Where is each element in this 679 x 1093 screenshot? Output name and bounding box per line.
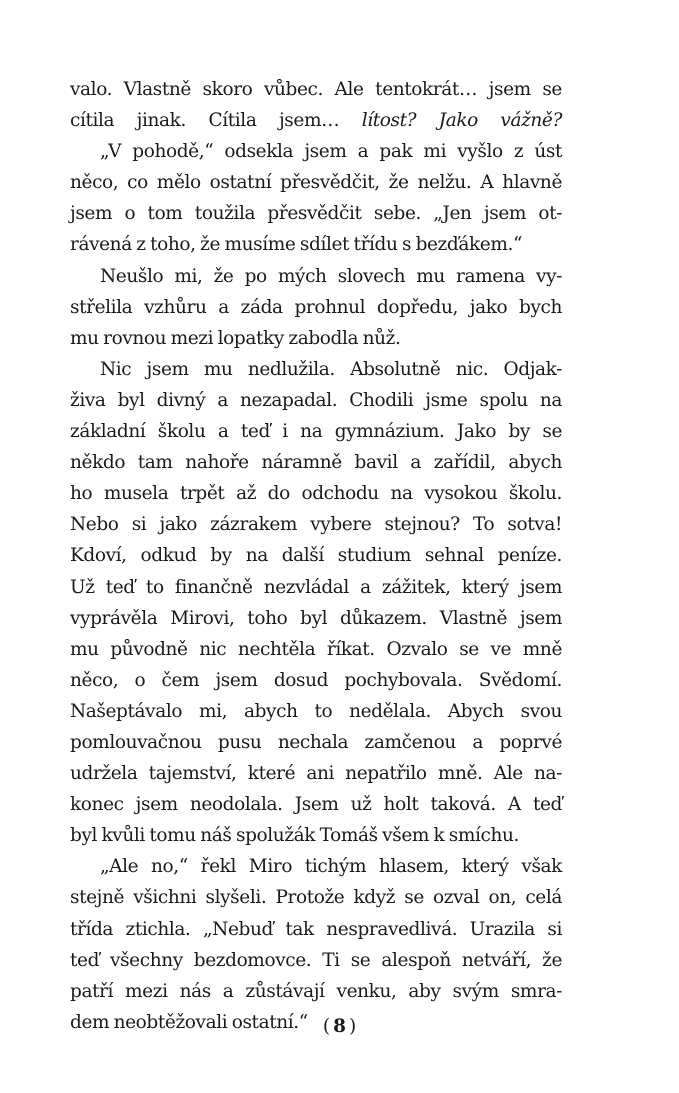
text-line: základní školu a teď i na gymnázium. Jako by se bbox=[70, 421, 562, 443]
text-line: rávená z toho, že musíme sdílet třídu s bezďákem.“ bbox=[70, 234, 523, 256]
text-line: Našeptávalo mi, abych to nedělala. Abych svou bbox=[70, 700, 562, 722]
text-line: mu původně nic nechtěla říkat. Ozvalo se ve mně bbox=[70, 638, 562, 660]
page-number bbox=[0, 1016, 679, 1037]
text-line: střelila vzhůru a záda prohnul dopředu, jako bych bbox=[70, 296, 562, 318]
text-line: Kdoví, odkud by na další studium sehnal peníze. bbox=[70, 545, 562, 567]
text-line: třída ztichla. „Nebuď tak nespravedlivá. Urazila si bbox=[70, 918, 562, 940]
italic-text-segment: lítost? Jako vážně? bbox=[361, 110, 562, 132]
text-line: stejně všichni slyšeli. Protože když se ozval on, celá bbox=[70, 887, 562, 909]
text-line: ho musela trpět až do odchodu na vysokou školu. bbox=[70, 483, 562, 505]
text-line: byl kvůli tomu náš spolužák Tomáš všem k smíchu. bbox=[70, 825, 520, 847]
text-line: patří mezi nás a zůstávají venku, aby svým smra- bbox=[70, 980, 562, 1002]
text-line: živa byl divný a nezapadal. Chodili jsme spolu na bbox=[70, 389, 562, 411]
text-line: Nebo si jako zázrakem vybere stejnou? To sotva! bbox=[70, 514, 562, 536]
text-line: Neušlo mi, že po mých slovech mu ramena vy- bbox=[100, 265, 562, 287]
text-line: jsem o tom toužila přesvědčit sebe. „Jen jsem ot- bbox=[70, 203, 562, 225]
text-line: mu rovnou mezi lopatky zabodla nůž. bbox=[70, 327, 401, 349]
page-number-close-paren: ) bbox=[348, 1016, 357, 1037]
text-line: vyprávěla Mirovi, toho byl důkazem. Vlastně jsem bbox=[70, 607, 562, 629]
text-line: valo. Vlastně skoro vůbec. Ale tentokrát… jsem se bbox=[70, 79, 562, 100]
text-line: Už teď to finančně nezvládal a zážitek, který jsem bbox=[70, 576, 562, 598]
page-number-value: 8 bbox=[333, 1016, 346, 1037]
text-line bbox=[70, 105, 562, 136]
text-line: dem neobtěžovali ostatní.“ bbox=[70, 1011, 308, 1033]
text-line: něco, o čem jsem dosud pochybovala. Svědomí. bbox=[70, 669, 562, 691]
text-segment: cítila jinak. Cítila jsem… bbox=[70, 110, 340, 132]
text-line: něco, co mělo ostatní přesvědčit, že nelžu. A hlavně bbox=[70, 172, 562, 194]
text-line: pomlouvačnou pusu nechala zamčenou a poprvé bbox=[70, 731, 562, 753]
text-line: konec jsem neodolala. Jsem už holt taková. A teď bbox=[70, 794, 562, 816]
text-line: udržela tajemství, které ani nepatřilo mně. Ale na- bbox=[70, 763, 562, 785]
text-line: teď všechny bezdomovce. Ti se alespoň netváří, že bbox=[70, 949, 562, 971]
page-number-open-paren: ( bbox=[322, 1016, 331, 1037]
book-page-text bbox=[70, 74, 562, 1038]
text-line: někdo tam nahoře náramně bavil a zařídil, abych bbox=[70, 452, 562, 474]
text-line: Nic jsem mu nedlužila. Absolutně nic. Odjak- bbox=[100, 358, 562, 380]
text-line: „V pohodě,“ odsekla jsem a pak mi vyšlo z úst bbox=[100, 141, 562, 163]
text-line: „Ale no,“ řekl Miro tichým hlasem, který však bbox=[100, 856, 562, 878]
